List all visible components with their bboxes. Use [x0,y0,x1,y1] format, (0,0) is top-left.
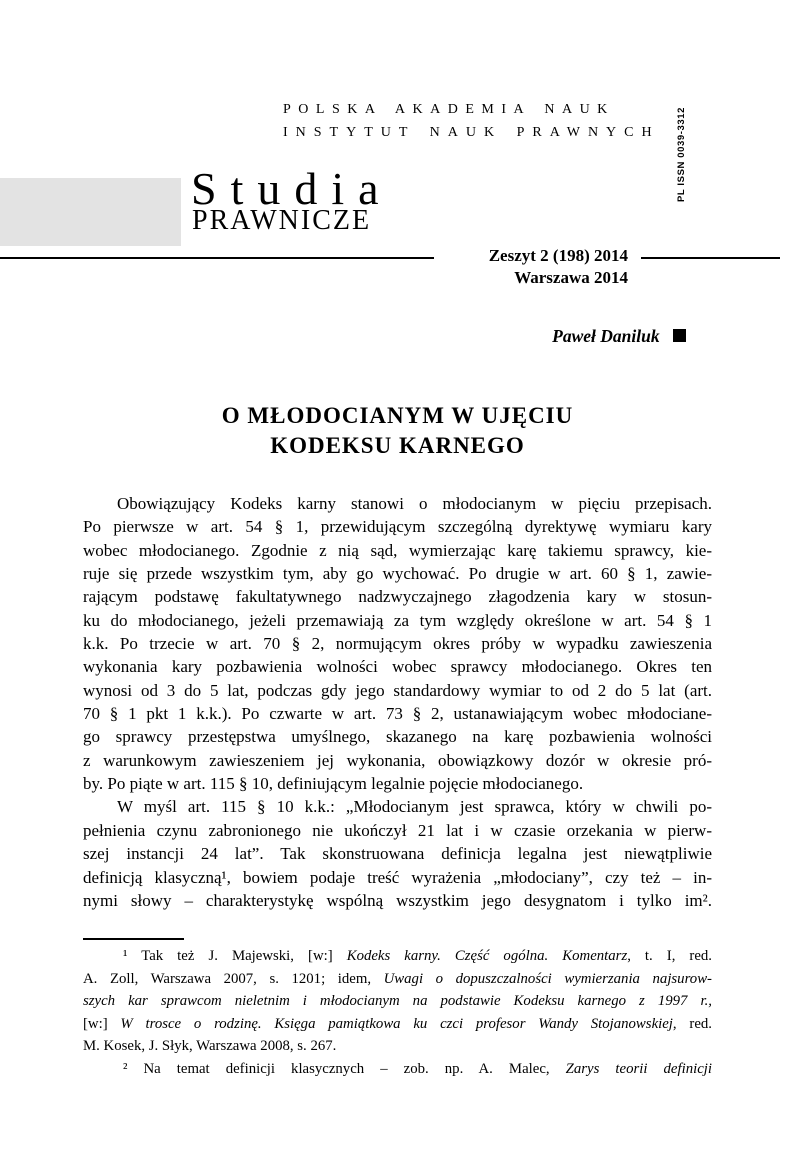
text-run: A. Zoll, Warszawa 2007, s. 1201; idem, [83,970,384,987]
author-line [552,326,686,347]
institution-name-line1: POLSKA AKADEMIA NAUK [283,102,615,117]
text-run: Zarys teorii definicji [565,1060,713,1077]
institution-name-line2: INSTYTUT NAUK PRAWNYCH [283,125,660,140]
text-run: Kodeks karny. Część ogólna. Komentarz [346,948,628,964]
masthead-gray-block [0,178,181,246]
text-run: [w:] [83,1015,121,1032]
journal-title: Studia [191,163,393,214]
body-line: wynosi od 3 do 5 lat, podczas gdy jego standardowy wymiar to od 2 do 5 lat (art. [83,680,712,700]
footnote-line [83,945,712,968]
article-title-line1: O MŁODOCIANYM W UJĘCIU [221,403,574,428]
journal-title-line2: PRAWNICZE [192,205,372,236]
footnote-line [83,990,712,1013]
body-line: z warunkowym zawieszeniem jej wykonania, obowiązkowy dozór w okresie pró- [83,750,712,770]
footnote-line [83,1058,712,1081]
place-year: Warszawa 2014 [514,268,628,287]
text-run: szych kar sprawcom nieletnim i młodocianym na podstawie Kodeksu karnego z 1997 r., [83,993,712,1010]
footnote-separator-rule [83,938,184,940]
masthead-rule-left [0,257,434,259]
text-run: M. Kosek, J. Słyk, Warszawa 2008, s. 267. [83,1038,337,1055]
body-line: k.k. Po trzecie w art. 70 § 2, normującym okres próby w wypadku zawieszenia [83,634,712,654]
text-run: Uwagi o dopuszczalności wymierzania najsurow- [383,970,712,987]
footnote-line [83,1035,712,1058]
body-line: szej instancji 24 lat”. Tak skonstruowana definicja legalna jest niewątpliwie [83,844,712,864]
text-run: , t. I, red. [627,948,713,964]
body-line: 70 § 1 pkt 1 k.k.). Po czwarte w art. 73 § 2, ustanawiającym wobec młodociane- [83,704,712,724]
text-run: , red. [672,1015,712,1032]
article-title-line2: KODEKSU KARNEGO [270,433,525,458]
issue-number: Zeszyt 2 (198) 2014 [488,246,628,265]
text-run: ² Na temat definicji klasycznych – zob. np. A. Malec, [123,1060,566,1077]
body-line: wykonania kary pozbawienia wolności wobec sprawcy młodocianego. Okres ten [83,657,712,677]
body-line: wobec młodocianego. Zgodnie z nią sąd, wymierzając karę takiemu sprawcy, kie- [83,540,712,560]
body-line: Po pierwsze w art. 54 § 1, przewidującym szczególną dyrektywę wymiaru kary [83,517,712,537]
author-name: Paweł Daniluk [552,326,660,346]
text-run: W trosce o rodzinę. Księga pamiątkowa ku czci profesor Wandy Stojanowskiej [120,1015,673,1032]
body-line: go sprawcy przestępstwa umyślnego, skazanego na karę pozbawienia wolności [83,727,712,747]
issn-vertical-label: PL ISSN 0039-3312 [676,106,687,202]
body-line: definicją klasyczną¹, bowiem podaje treść wyrażenia „młodociany”, czy też – in- [83,867,712,887]
body-line: by. Po piąte w art. 115 § 10, definiującym legalnie pojęcie młodocianego. [83,774,584,794]
author-square-icon [673,329,686,342]
body-line: rającym podstawę fakultatywnego nadzwyczajnego złagodzenia kary w stosun- [83,587,712,607]
article-body [83,492,712,912]
body-line: ruje się przede wszystkim tym, aby go wychować. Po drugie w art. 60 § 1, zawie- [83,564,712,584]
footnote-line [83,968,712,991]
article-title [83,401,712,461]
body-line: Obowiązujący Kodeks karny stanowi o młodocianym w pięciu przepisach. [117,494,712,513]
footnotes [83,945,712,1081]
body-line: nymi słowy – charakterystykę wspólną wszystkim jego desygnatom i tylko im². [83,890,712,910]
text-run: ¹ Tak też J. Majewski, [w:] [123,948,347,964]
masthead-rule-right [641,257,780,259]
footnote-line [83,1013,712,1036]
body-line: ku do młodocianego, jeżeli przemawiają za tym względy określone w art. 54 § 1 [83,610,712,630]
body-line: W myśl art. 115 § 10 k.k.: „Młodocianym jest sprawca, który w chwili po- [117,797,712,817]
body-line: pełnienia czynu zabronionego nie ukończył 21 lat i w czasie orzekania w pierw- [83,820,712,840]
